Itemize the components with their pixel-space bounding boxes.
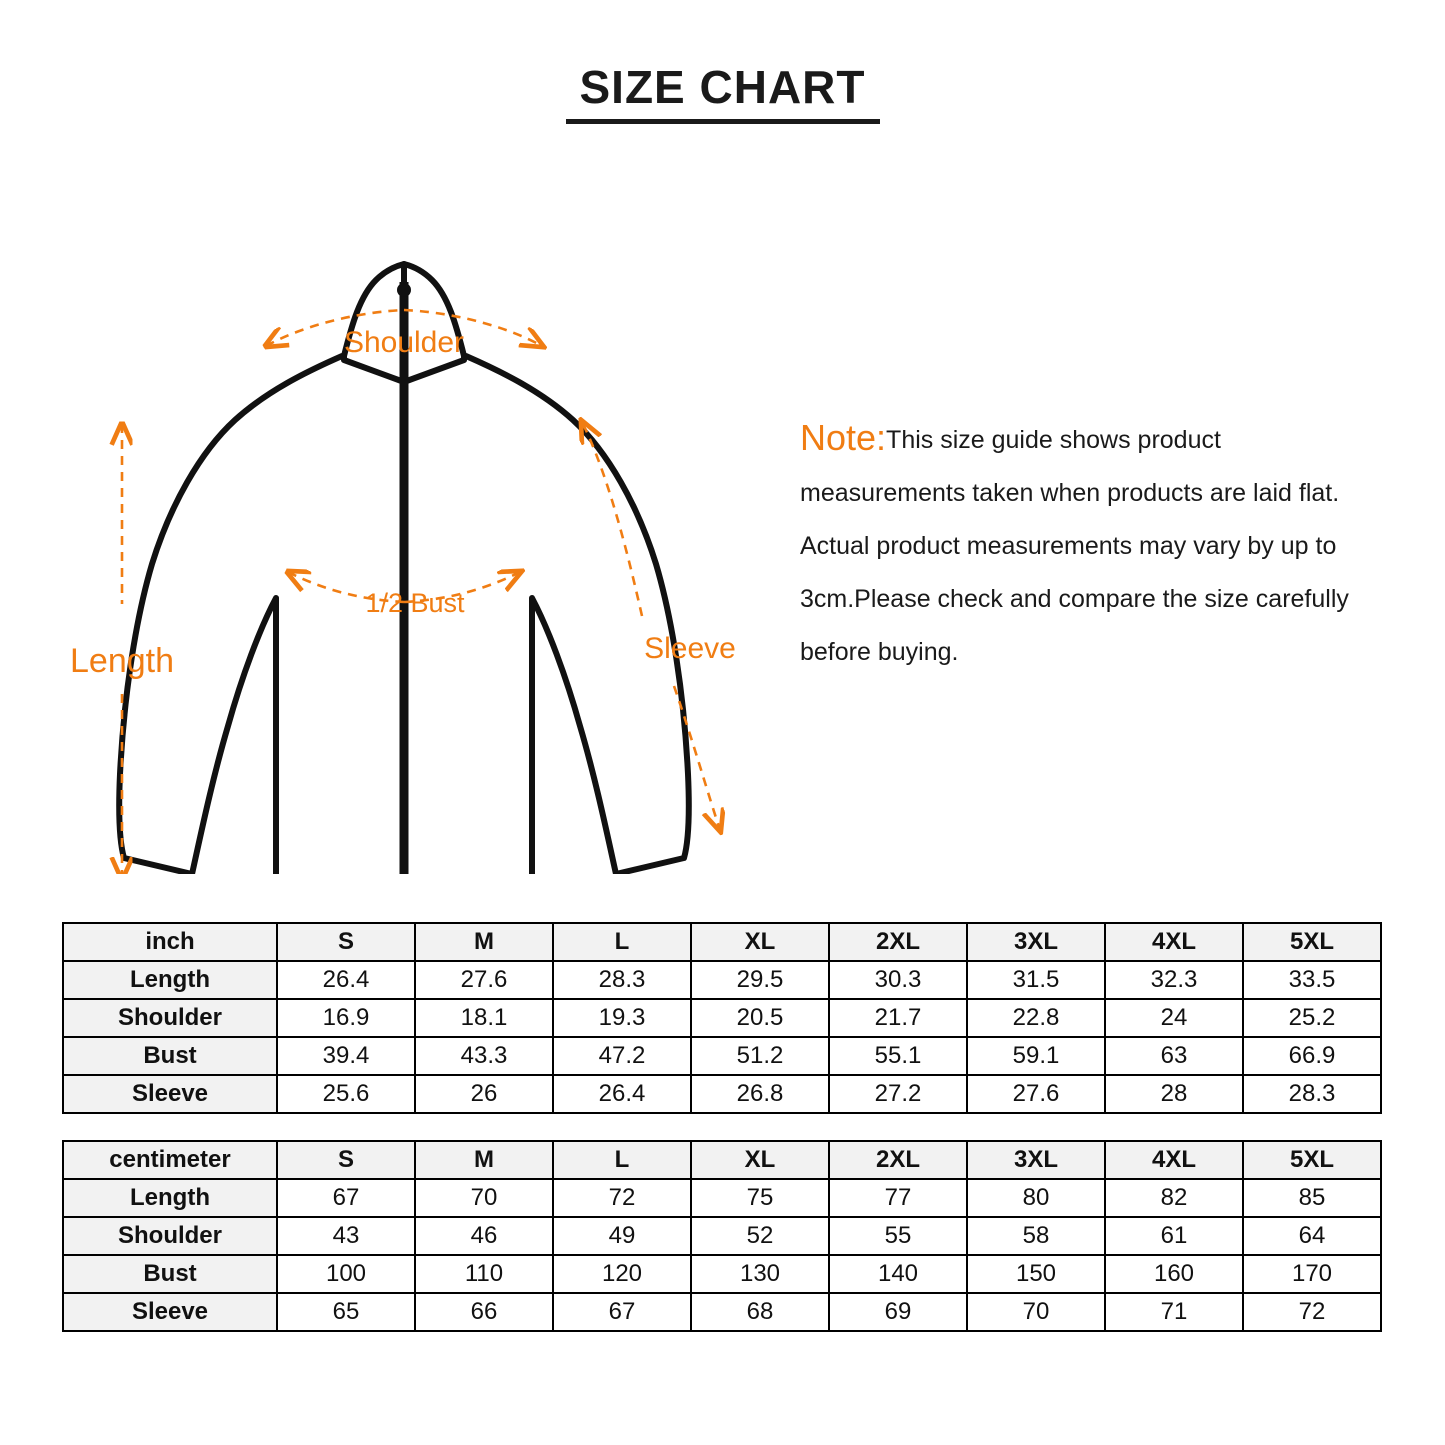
cell-sleeve-5xl: 72: [1243, 1293, 1381, 1331]
cell-bust-xl: 51.2: [691, 1037, 829, 1075]
cell-bust-m: 43.3: [415, 1037, 553, 1075]
cell-shoulder-xl: 20.5: [691, 999, 829, 1037]
row-label-shoulder: Shoulder: [63, 1217, 277, 1255]
cell-sleeve-l: 26.4: [553, 1075, 691, 1113]
col-head-m: M: [415, 923, 553, 961]
cell-sleeve-4xl: 28: [1105, 1075, 1243, 1113]
row-label-sleeve: Sleeve: [63, 1293, 277, 1331]
table-divider: [62, 1114, 1382, 1140]
cell-shoulder-2xl: 21.7: [829, 999, 967, 1037]
cell-shoulder-m: 18.1: [415, 999, 553, 1037]
size-table-centimeter: [62, 1140, 1382, 1332]
size-table-inch: [62, 922, 1382, 1114]
cell-bust-s: 100: [277, 1255, 415, 1293]
cell-sleeve-3xl: 70: [967, 1293, 1105, 1331]
cell-shoulder-s: 16.9: [277, 999, 415, 1037]
note-label: Note:: [800, 416, 887, 458]
jacket-diagram: [60, 134, 820, 874]
cell-length-l: 72: [553, 1179, 691, 1217]
col-head-2xl: 2XL: [829, 1141, 967, 1179]
cell-bust-2xl: 140: [829, 1255, 967, 1293]
cell-shoulder-5xl: 64: [1243, 1217, 1381, 1255]
cell-sleeve-5xl: 28.3: [1243, 1075, 1381, 1113]
cell-length-xl: 75: [691, 1179, 829, 1217]
col-head-4xl: 4XL: [1105, 923, 1243, 961]
zipper-pull-icon: [397, 283, 411, 297]
cell-sleeve-m: 66: [415, 1293, 553, 1331]
col-head-l: L: [553, 1141, 691, 1179]
cell-length-3xl: 80: [967, 1179, 1105, 1217]
page-title-wrap: [0, 0, 1445, 124]
col-head-3xl: 3XL: [967, 1141, 1105, 1179]
table-row: [63, 1217, 1381, 1255]
col-head-m: M: [415, 1141, 553, 1179]
cell-sleeve-s: 25.6: [277, 1075, 415, 1113]
cell-sleeve-4xl: 71: [1105, 1293, 1243, 1331]
cell-length-m: 70: [415, 1179, 553, 1217]
sleeve-label: Sleeve: [644, 631, 736, 665]
cell-sleeve-2xl: 69: [829, 1293, 967, 1331]
page-title: SIZE CHART: [566, 62, 880, 124]
cell-sleeve-3xl: 27.6: [967, 1075, 1105, 1113]
table-row: [63, 1293, 1381, 1331]
jacket-illustration-area: [0, 124, 1445, 884]
cell-bust-4xl: 160: [1105, 1255, 1243, 1293]
cell-sleeve-xl: 68: [691, 1293, 829, 1331]
cell-shoulder-4xl: 24: [1105, 999, 1243, 1037]
cell-length-5xl: 33.5: [1243, 961, 1381, 999]
cell-bust-4xl: 63: [1105, 1037, 1243, 1075]
cell-shoulder-m: 46: [415, 1217, 553, 1255]
cell-shoulder-xl: 52: [691, 1217, 829, 1255]
col-head-3xl: 3XL: [967, 923, 1105, 961]
cell-bust-5xl: 170: [1243, 1255, 1381, 1293]
row-label-sleeve: Sleeve: [63, 1075, 277, 1113]
note-text: This size guide shows product measurements taken when products are laid flat. Actual product measurements may vary by up to 3cm.Please check and compare the size carefully before buying.: [800, 425, 1349, 666]
half-bust-label: 1/2 Bust: [365, 587, 465, 618]
table-row: [63, 1179, 1381, 1217]
cell-shoulder-l: 49: [553, 1217, 691, 1255]
col-head-s: S: [277, 1141, 415, 1179]
cell-length-2xl: 77: [829, 1179, 967, 1217]
cell-shoulder-l: 19.3: [553, 999, 691, 1037]
cell-shoulder-3xl: 58: [967, 1217, 1105, 1255]
cell-length-3xl: 31.5: [967, 961, 1105, 999]
cell-length-s: 26.4: [277, 961, 415, 999]
cell-length-2xl: 30.3: [829, 961, 967, 999]
table-header-row: [63, 923, 1381, 961]
col-head-4xl: 4XL: [1105, 1141, 1243, 1179]
shoulder-label: Shoulder: [343, 325, 465, 359]
cell-length-5xl: 85: [1243, 1179, 1381, 1217]
cell-bust-3xl: 59.1: [967, 1037, 1105, 1075]
cell-length-l: 28.3: [553, 961, 691, 999]
col-head-5xl: 5XL: [1243, 923, 1381, 961]
cell-sleeve-m: 26: [415, 1075, 553, 1113]
cell-bust-l: 120: [553, 1255, 691, 1293]
cell-shoulder-3xl: 22.8: [967, 999, 1105, 1037]
cell-bust-5xl: 66.9: [1243, 1037, 1381, 1075]
cell-bust-xl: 130: [691, 1255, 829, 1293]
size-tables: [62, 922, 1382, 1332]
col-head-s: S: [277, 923, 415, 961]
cell-bust-m: 110: [415, 1255, 553, 1293]
col-head-l: L: [553, 923, 691, 961]
cell-sleeve-2xl: 27.2: [829, 1075, 967, 1113]
row-label-length: Length: [63, 961, 277, 999]
table-row: [63, 961, 1381, 999]
cell-length-xl: 29.5: [691, 961, 829, 999]
table-row: [63, 1255, 1381, 1293]
length-label: Length: [70, 641, 174, 680]
cell-bust-2xl: 55.1: [829, 1037, 967, 1075]
row-label-shoulder: Shoulder: [63, 999, 277, 1037]
cell-sleeve-xl: 26.8: [691, 1075, 829, 1113]
cell-bust-l: 47.2: [553, 1037, 691, 1075]
col-head-2xl: 2XL: [829, 923, 967, 961]
cell-shoulder-s: 43: [277, 1217, 415, 1255]
col-head-5xl: 5XL: [1243, 1141, 1381, 1179]
cell-shoulder-4xl: 61: [1105, 1217, 1243, 1255]
cell-length-4xl: 32.3: [1105, 961, 1243, 999]
cell-length-4xl: 82: [1105, 1179, 1243, 1217]
unit-cell-inch: inch: [63, 923, 277, 961]
table-row: [63, 1037, 1381, 1075]
note-block: [800, 414, 1390, 679]
cell-shoulder-2xl: 55: [829, 1217, 967, 1255]
table-row: [63, 999, 1381, 1037]
col-head-xl: XL: [691, 923, 829, 961]
table-header-row: [63, 1141, 1381, 1179]
row-label-length: Length: [63, 1179, 277, 1217]
cell-shoulder-5xl: 25.2: [1243, 999, 1381, 1037]
cell-sleeve-l: 67: [553, 1293, 691, 1331]
cell-bust-3xl: 150: [967, 1255, 1105, 1293]
row-label-bust: Bust: [63, 1037, 277, 1075]
unit-cell-centimeter: centimeter: [63, 1141, 277, 1179]
cell-length-s: 67: [277, 1179, 415, 1217]
cell-length-m: 27.6: [415, 961, 553, 999]
cell-sleeve-s: 65: [277, 1293, 415, 1331]
col-head-xl: XL: [691, 1141, 829, 1179]
cell-bust-s: 39.4: [277, 1037, 415, 1075]
table-row: [63, 1075, 1381, 1113]
row-label-bust: Bust: [63, 1255, 277, 1293]
